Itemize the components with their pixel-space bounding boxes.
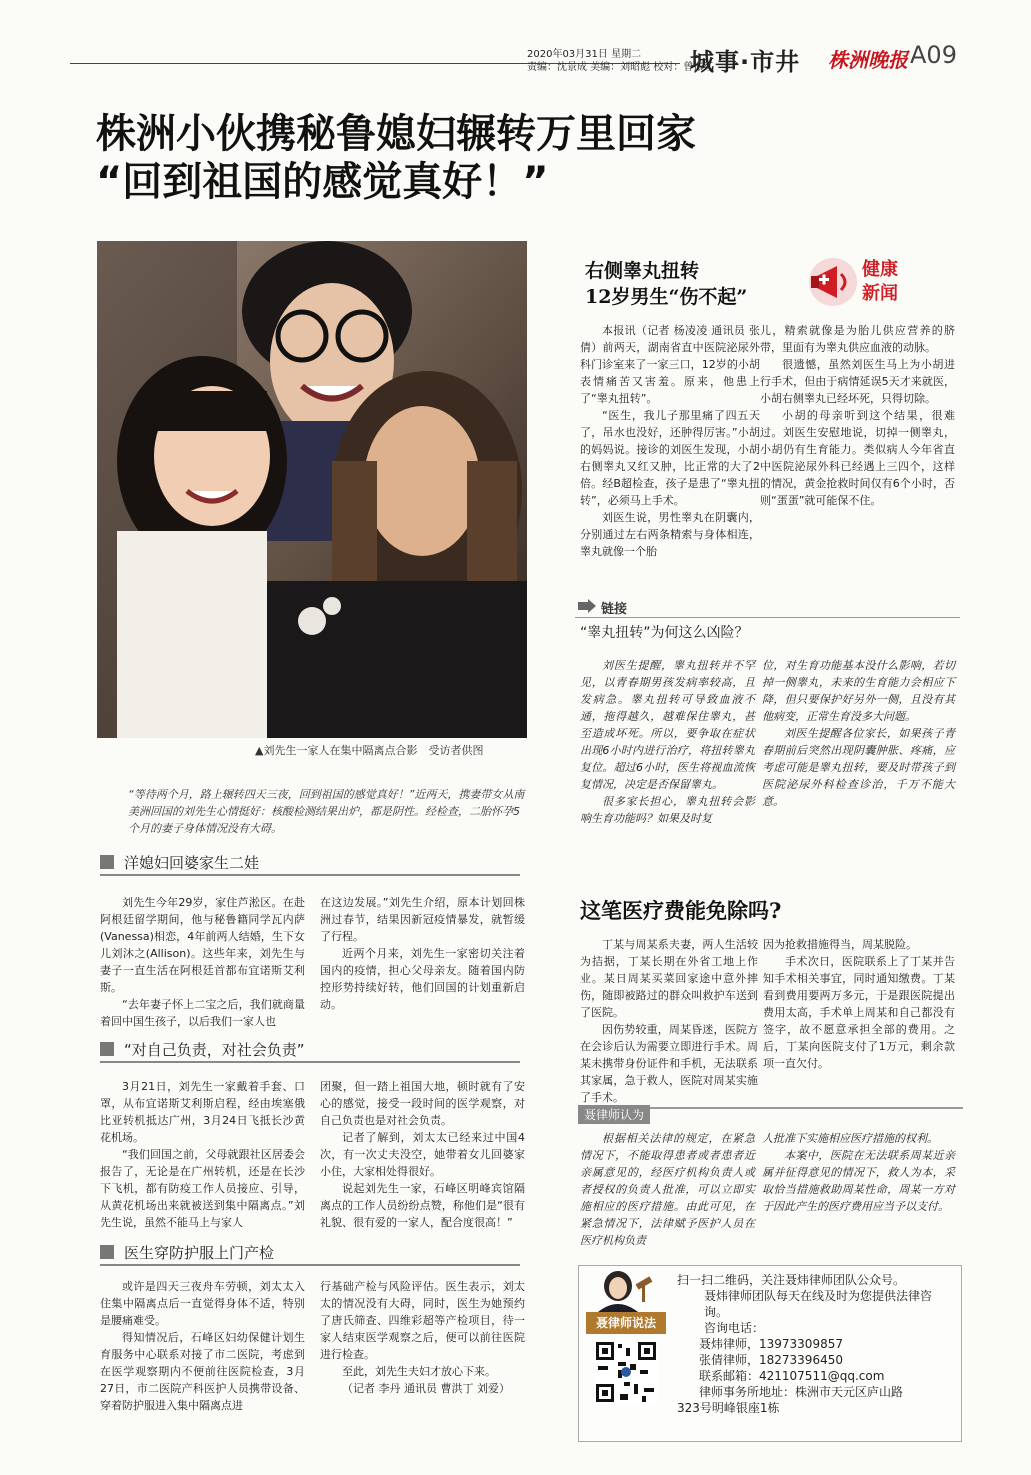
page-number: A09 (910, 41, 957, 69)
photo-caption: ▲刘先生一家人在集中隔离点合影 受访者供图 (255, 744, 484, 757)
contact-email[interactable]: 联系邮箱：421107511@qq.com (699, 1369, 885, 1383)
medical-col-2: 因为抢救措施得当，周某脱险。 手术次日，医院联系上了丁某并告知手术相关事宜，同时通知缴费。丁某看到费用要两万多元，于是跟医院提出费用太高，手术单上周某和自己都没有签字，故不愿意承担全部的费用。之后，丁某向医院支付了1万元，剩余款项一直欠付。 (763, 938, 955, 1070)
newspaper-logo: 株洲晚报 (828, 48, 908, 72)
editor-line: 责编：沈景成 美编：刘昭彪 校对：曾振红 (527, 62, 714, 73)
medical-title: 这笔医疗费能免除吗? (580, 898, 782, 923)
lawyer-phone-2[interactable]: 张倩律师，18273396450 (699, 1353, 843, 1367)
lawyer-phone-1[interactable]: 聂炜律师，13973309857 (699, 1337, 843, 1351)
health-title-1: 右侧睾丸扭转 (585, 260, 700, 282)
date-line: 2020年03月31日 星期二 (527, 49, 642, 60)
section-marker-icon (100, 1042, 114, 1056)
headline-line-2: “回到祖国的感觉真好！” (96, 159, 549, 205)
section-3-col-2: 行基础产检与风险评估。医生表示，刘太太的情况没有大碍，同时，医生为她预约了唐氏筛查、四维彩超等产检项目，待一家人结束医学观察之后，便可以前往医院进行检查。 至此，刘先生夫妇才放心下来。 （记者 李丹 通讯员 曹洪丁 刘爱） (320, 1280, 525, 1395)
health-col-1: 本报讯（记者 杨凌凌 通讯员 张倩）前两天，湖南省直中医院泌尿外科门诊室来了一家三口，12岁的小胡表情痛苦又害羞。原来，他患上了“睾丸扭转”。 “医生，我儿子那里痛了四五天了，吊水也没好，还肿得厉害。”小胡的妈妈说。接诊的刘医生发现，小胡右侧睾丸又红又肿，比正常的大了2倍。经B超检查，孩子是患了“睾丸扭转”，必须马上手术。 刘医生说，男性睾丸在阴囊内，分别通过左右两条精索与身体相连，睾丸就像一个胎 (580, 324, 760, 558)
contact-info (677, 1272, 954, 1416)
contact-line: 咨询电话： (704, 1321, 765, 1335)
section-title: 城事·市井 (690, 48, 801, 76)
link-rule (575, 617, 960, 618)
header-date (527, 48, 713, 74)
contact-line: 扫一扫二维码，关注聂炜律师团队公众号。 (677, 1273, 906, 1287)
health-news-badge: 健康 新闻 (862, 259, 898, 304)
subhead-rule (100, 1264, 520, 1266)
health-col-2: 儿，精索就像是为胎儿供应营养的脐带，里面有为睾丸供应血液的动脉。 很遗憾，虽然刘医生马上为小胡进行手术，但由于病情延误5天才来就医，小胡右侧睾丸已经坏死，只得切除。 小胡的母亲听到这个结果，很难过。刘医生安慰地说，切掉一侧睾丸，小胡仍有生育能力。类似病人今年省直中医院泌尿外科已经遇上三四个，这样的情况，黄金抢救时间仅有6个小时，否则“蛋蛋”就可能保不住。 (760, 324, 955, 507)
section-1-col-1: 刘先生今年29岁，家住芦淞区。在赴阿根廷留学期间，他与秘鲁籍同学瓦内萨(Vanessa)相恋，4年前两人结婚，生下女儿刘沐之(Allison)。这些年来，刘先生与妻子一直生活在阿根廷首都布宜诺斯艾利斯。 “去年妻子怀上二宝之后，我们就商量着回中国生孩子，以后我们一家人也 (100, 896, 305, 1028)
section-3-col-1: 或许是四天三夜舟车劳顿，刘太太入住集中隔离点后一直觉得身体不适，特别是腰痛难受。 得知情况后，石峰区妇幼保健计划生育服务中心联系对接了市二医院，考虑到在医学观察期内不便前往医院检查，3月27日，市二医院产科医护人员携带设备、穿着防护服进入集中隔离点进 (100, 1280, 305, 1412)
section-1-col-2: 在这边发展。”刘先生介绍，原本计划回株洲过春节，结果因新冠疫情暴发，就暂缓了行程。 近两个月来，刘先生一家密切关注着国内的疫情，担心父母亲友。随着国内防控形势持续好转，他们回国的计划重新启动。 (320, 896, 525, 1011)
section-2-col-2: 团聚，但一踏上祖国大地，顿时就有了安心的感觉，接受一段时间的医学观察，对自己负责也是对社会负责。 记者了解到，刘太太已经来过中国4次，有一次丈夫没空，她带着女儿回婆家小住，大家相处得很好。 说起刘先生一家，石峰区明峰宾馆隔离点的工作人员纷纷点赞，称他们是“很有礼貌、很有爱的一家人，配合度很高！” (320, 1080, 525, 1229)
section-marker-icon (100, 1245, 114, 1259)
section-2-col-1: 3月21日，刘先生一家戴着手套、口罩，从布宜诺斯艾利斯启程，经由埃塞俄比亚转机抵达广州，3月24日飞抵长沙黄花机场。 “我们回国之前，父母就跟社区居委会报告了，无论是在广州转机，还是在长沙下飞机，都有防疫工作人员接应、引导，从黄花机场出来就被送到集中隔离点。”刘先生说，虽然不能马上与家人 (100, 1080, 305, 1229)
subhead-2: “对自己负责，对社会负责” (124, 1041, 305, 1059)
lawyer-column-logo: 聂律师说法 (586, 1312, 666, 1334)
lawyer-avatar (592, 1270, 656, 1316)
medical-col-1: 丁某与周某系夫妻，两人生活较为拮据，丁某长期在外省工地上作业。某日周某买菜回家途中意外摔伤，随即被路过的群众叫救护车送到了医院。 因伤势较重，周某昏迷，医院方在会诊后认为需要立即进行手术。周某未携带身份证件和手机，无法联系其家属，急于救人，医院对周某实施了手术。 (580, 938, 758, 1104)
law-col-2: 人批准下实施相应医疗措施的权利。 本案中，医院在无法联系周某近亲属并征得意见的情况下，救人为本，采取恰当措施救助周某性命，周某一方对于因此产生的医疗费用应当予以支付。 (762, 1132, 955, 1213)
office-address: 律师事务所地址：株洲市天元区庐山路 (699, 1385, 904, 1399)
arrow-icon (578, 598, 596, 617)
qr-code[interactable] (594, 1340, 658, 1404)
subhead-rule (100, 1061, 520, 1063)
link-title: “睾丸扭转”为何这么凶险？ (580, 625, 749, 641)
family-photo (97, 241, 527, 738)
health-title-2: 12岁男生“伤不起” (585, 286, 748, 308)
law-col-1: 根据相关法律的规定，在紧急情况下，不能取得患者或者患者近亲属意见的，经医疗机构负责人或者授权的负责人批准，可以立即实施相应的医疗措施。由此可见，在紧急情况下，法律赋予医护人员在医疗机构负责 (580, 1132, 755, 1247)
link-label: 链接 (601, 602, 628, 617)
subhead-3: 医生穿防护服上门产检 (124, 1244, 275, 1262)
subhead-rule (100, 874, 520, 876)
law-label: 聂律师认为 (578, 1105, 650, 1124)
section-marker-icon (100, 855, 114, 869)
link-col-1: 刘医生提醒，睾丸扭转并不罕见，以青春期男孩发病率较高，且发病急。睾丸扭转可导致血液不通，拖得越久，越难保住睾丸，甚至造成坏死。所以，要争取在症状出现6小时内进行治疗，将扭转睾丸复位。超过6小时，医生将视血流恢复情况，决定是否保留睾丸。 很多家长担心，睾丸扭转会影响生育功能吗？如果及时复 (580, 659, 755, 825)
contact-line: 聂炜律师团队每天在线及时为您提供法律咨询。 (704, 1289, 933, 1319)
link-col-2: 位，对生育功能基本没什么影响，若切掉一侧睾丸，未来的生育能力会相应下降，但只要保护好另外一侧，且没有其他病变，正常生育没多大问题。 刘医生提醒各位家长，如果孩子青春期前后突然出现阴囊肿胀、疼痛，应考虑可能是睾丸扭转，要及时带孩子到医院泌尿外科检查诊治，千万不能大意。 (762, 659, 955, 808)
intro-paragraph: “等待两个月，路上辗转四天三夜，回到祖国的感觉真好！”近两天，携妻带女从南美洲回国的刘先生心情挺好：核酸检测结果出炉，都是阴性。经检查，二胎怀孕5个月的妻子身体情况没有大碍。 (128, 788, 525, 835)
subhead-1: 洋媳妇回婆家生二娃 (124, 854, 260, 872)
headline-line-1: 株洲小伙携秘鲁媳妇辗转万里回家 (96, 111, 696, 157)
office-address-2: 323号明峰银座1栋 (677, 1401, 780, 1415)
